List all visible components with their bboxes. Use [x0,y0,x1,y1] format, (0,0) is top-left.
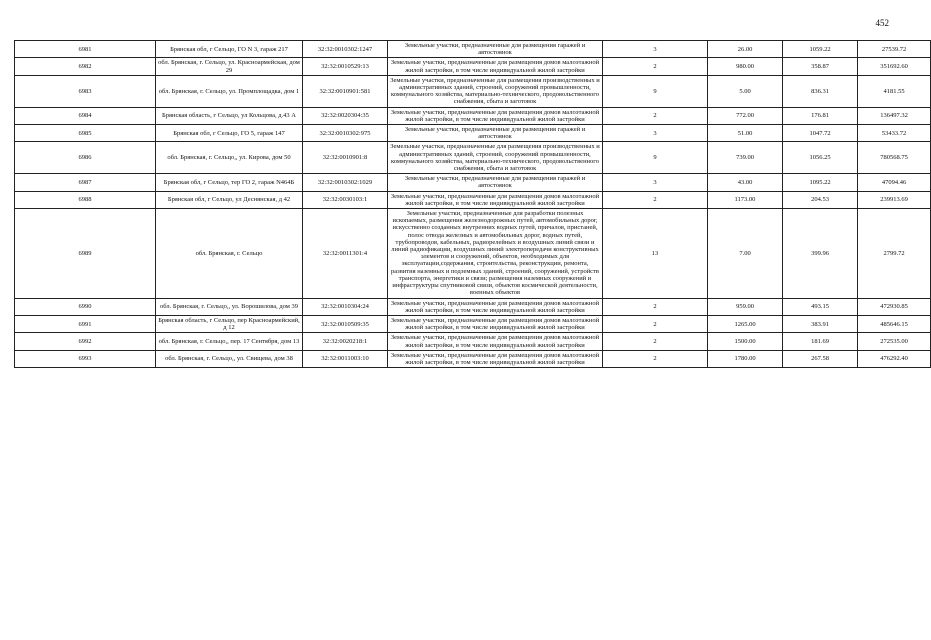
cadastral-number-cell: 32:32:0020304:35 [303,107,388,124]
area-cell: 959.00 [708,298,783,315]
area-cell: 1265.00 [708,315,783,332]
cadastral-value-cell: 476292.40 [858,350,931,367]
cadastral-number-cell: 32:32:0020218:1 [303,333,388,350]
table-row [15,315,931,332]
area-cell: 980.00 [708,58,783,75]
table-row [15,107,931,124]
specific-value-cell: 204.53 [783,191,858,208]
permitted-use-cell: Земельные участки, предназначенные для размещения домов малоэтажной жилой застройки, в том числе индивидуальной жилой застройки [388,107,603,124]
address-cell: обл. Брянская, г. Сельцо [156,209,303,298]
cadastral-number-cell: 32:32:0011301:4 [303,209,388,298]
table-row [15,75,931,107]
area-cell: 51.00 [708,125,783,142]
use-group-cell: 2 [603,315,708,332]
permitted-use-cell: Земельные участки, предназначенные для размещения производственных и административных зданий, строений, сооружений промышленности, коммунального хозяйства, материально-технического, продовольственного снабжения, сбыта и заготовок [388,142,603,174]
permitted-use-cell: Земельные участки, предназначенные для размещения гаражей и автостоянок [388,41,603,58]
address-cell: Брянская область, г Сельцо, пер Красноармейский, д 12 [156,315,303,332]
permitted-use-cell: Земельные участки, предназначенные для разработки полезных ископаемых, размещения железнодорожных путей, автомобильных дорог, искусственно созданных внутренних водных путей, причалов, пристаней, полос отвода железных и автомобильных дорог, водных путей, трубопроводов, кабельных, радиорелейных и воздушных линий связи и линий радиофикации, воздушных линий электропередачи конструктивных элементов и сооружений, объектов, необходимых для эксплуатации,содержания, строительства, реконструкции, ремонта, развития наземных и подземных зданий, строений, сооружений, устройств транспорта, энергетики и связи; размещения наземных сооружений и инфраструктуры спутниковой связи, объектов космической деятельности, военных объектов [388,209,603,298]
specific-value-cell: 1056.25 [783,142,858,174]
cadastral-value-cell: 272535.00 [858,333,931,350]
area-cell: 26.00 [708,41,783,58]
cadastral-number-cell: 32:32:0011003:10 [303,350,388,367]
specific-value-cell: 399.96 [783,209,858,298]
cadastral-value-cell: 472930.85 [858,298,931,315]
cadastral-value-cell: 780568.75 [858,142,931,174]
specific-value-cell: 1047.72 [783,125,858,142]
area-cell: 1500.00 [708,333,783,350]
use-group-cell: 2 [603,298,708,315]
table-row [15,209,931,298]
permitted-use-cell: Земельные участки, предназначенные для размещения домов малоэтажной жилой застройки, в том числе индивидуальной жилой застройки [388,58,603,75]
area-cell: 5.00 [708,75,783,107]
address-cell: Брянская обл, г Сельцо, тер ГО 2, гараж N464Б [156,174,303,191]
permitted-use-cell: Земельные участки, предназначенные для размещения домов малоэтажной жилой застройки, в том числе индивидуальной жилой застройки [388,298,603,315]
address-cell: Брянская обл, г Сельцо, ул Деснянская, д 42 [156,191,303,208]
cadastral-value-cell: 2799.72 [858,209,931,298]
area-cell: 7.00 [708,209,783,298]
table-row [15,191,931,208]
land-registry-table [14,40,931,368]
permitted-use-cell: Земельные участки, предназначенные для размещения домов малоэтажной жилой застройки, в том числе индивидуальной жилой застройки [388,315,603,332]
row-number-cell: 6991 [15,315,156,332]
row-number-cell: 6986 [15,142,156,174]
table-row [15,333,931,350]
page-number: 452 [875,18,889,28]
cadastral-number-cell: 32:32:0010529:13 [303,58,388,75]
cadastral-number-cell: 32:32:0030103:1 [303,191,388,208]
table-body [15,41,931,368]
use-group-cell: 3 [603,125,708,142]
specific-value-cell: 267.58 [783,350,858,367]
row-number-cell: 6985 [15,125,156,142]
address-cell: обл. Брянская, г. Сельцо,, ул. Кирова, дом 50 [156,142,303,174]
row-number-cell: 6984 [15,107,156,124]
row-number-cell: 6983 [15,75,156,107]
cadastral-number-cell: 32:32:0010302:975 [303,125,388,142]
cadastral-value-cell: 4181.55 [858,75,931,107]
table-row [15,125,931,142]
row-number-cell: 6981 [15,41,156,58]
specific-value-cell: 836.31 [783,75,858,107]
permitted-use-cell: Земельные участки, предназначенные для размещения домов малоэтажной жилой застройки, в том числе индивидуальной жилой застройки [388,191,603,208]
permitted-use-cell: Земельные участки, предназначенные для размещения производственных и административных зданий, строений, сооружений промышленности, коммунального хозяйства, материально-технического, продовольственного снабжения, сбыта и заготовок [388,75,603,107]
address-cell: обл. Брянская, г. Сельцо, ул. Промплощадка, дом 1 [156,75,303,107]
row-number-cell: 6990 [15,298,156,315]
row-number-cell: 6988 [15,191,156,208]
cadastral-value-cell: 53433.72 [858,125,931,142]
table-row [15,41,931,58]
row-number-cell: 6992 [15,333,156,350]
use-group-cell: 2 [603,58,708,75]
area-cell: 43.00 [708,174,783,191]
cadastral-value-cell: 47094.46 [858,174,931,191]
table-row [15,350,931,367]
row-number-cell: 6993 [15,350,156,367]
cadastral-number-cell: 32:32:0010304:24 [303,298,388,315]
specific-value-cell: 176.81 [783,107,858,124]
use-group-cell: 2 [603,333,708,350]
area-cell: 739.00 [708,142,783,174]
table-row [15,142,931,174]
use-group-cell: 2 [603,350,708,367]
cadastral-value-cell: 351692.60 [858,58,931,75]
use-group-cell: 3 [603,174,708,191]
address-cell: Брянская область, г Сельцо, ул Кольцова, д.43 А [156,107,303,124]
address-cell: Брянская обл, г Сельцо, ГО N 3, гараж 217 [156,41,303,58]
cadastral-value-cell: 27539.72 [858,41,931,58]
cadastral-number-cell: 32:32:0010901:581 [303,75,388,107]
use-group-cell: 3 [603,41,708,58]
cadastral-value-cell: 485646.15 [858,315,931,332]
specific-value-cell: 383.91 [783,315,858,332]
area-cell: 1780.00 [708,350,783,367]
permitted-use-cell: Земельные участки, предназначенные для размещения домов малоэтажной жилой застройки, в том числе индивидуальной жилой застройки [388,333,603,350]
address-cell: обл. Брянская, г. Сельцо,, ул. Свищева, дом 38 [156,350,303,367]
address-cell: обл. Брянская, г. Сельцо,, пер. 17 Сентября, дом 13 [156,333,303,350]
cadastral-number-cell: 32:32:0010901:8 [303,142,388,174]
use-group-cell: 2 [603,107,708,124]
use-group-cell: 13 [603,209,708,298]
cadastral-number-cell: 32:32:0010302:1247 [303,41,388,58]
specific-value-cell: 493.15 [783,298,858,315]
address-cell: обл. Брянская, г. Сельцо, ул. Красноармейская, дом 29 [156,58,303,75]
specific-value-cell: 1059.22 [783,41,858,58]
specific-value-cell: 181.69 [783,333,858,350]
use-group-cell: 9 [603,75,708,107]
row-number-cell: 6989 [15,209,156,298]
specific-value-cell: 1095.22 [783,174,858,191]
table-row [15,58,931,75]
use-group-cell: 9 [603,142,708,174]
permitted-use-cell: Земельные участки, предназначенные для размещения гаражей и автостоянок [388,174,603,191]
table-row [15,298,931,315]
use-group-cell: 2 [603,191,708,208]
permitted-use-cell: Земельные участки, предназначенные для размещения гаражей и автостоянок [388,125,603,142]
specific-value-cell: 358.87 [783,58,858,75]
address-cell: Брянская обл, г Сельцо, ГО 5, гараж 147 [156,125,303,142]
cadastral-value-cell: 136497.32 [858,107,931,124]
cadastral-value-cell: 239913.69 [858,191,931,208]
area-cell: 1173.00 [708,191,783,208]
cadastral-number-cell: 32:32:0010509:35 [303,315,388,332]
row-number-cell: 6982 [15,58,156,75]
table-row [15,174,931,191]
row-number-cell: 6987 [15,174,156,191]
cadastral-number-cell: 32:32:0010302:1029 [303,174,388,191]
address-cell: обл. Брянская, г. Сельцо,, ул. Ворошилова, дом 39 [156,298,303,315]
permitted-use-cell: Земельные участки, предназначенные для размещения домов малоэтажной жилой застройки, в том числе индивидуальной жилой застройки [388,350,603,367]
area-cell: 772.00 [708,107,783,124]
